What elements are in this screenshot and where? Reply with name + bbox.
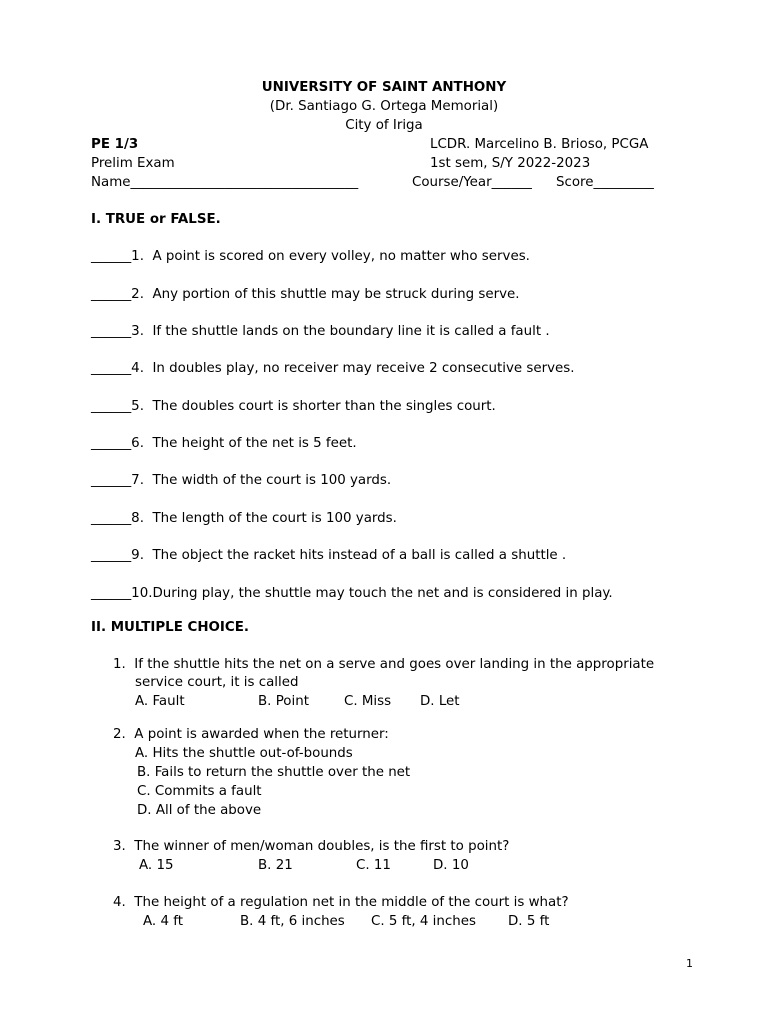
mc-q1-option-a: A. Fault	[135, 694, 185, 709]
mc-q3-option-c: C. 11	[356, 858, 391, 873]
course-year-field: Course/Year______	[412, 175, 532, 190]
name-field: Name__________________________________	[91, 175, 359, 190]
exam-type: Prelim Exam	[91, 156, 175, 171]
mc-q2-option-a: A. Hits the shuttle out-of-bounds	[135, 746, 353, 761]
mc-q4-option-d: D. 5 ft	[508, 914, 550, 929]
mc-q1-option-c: C. Miss	[344, 694, 392, 709]
semester: 1st sem, S/Y 2022-2023	[430, 156, 591, 171]
city-name: City of Iriga	[345, 118, 423, 133]
memorial-name: (Dr. Santiago G. Ortega Memorial)	[269, 99, 499, 114]
mc-q1-option-d: D. Let	[420, 694, 460, 709]
mc-q2-option-c: C. Commits a fault	[137, 784, 262, 799]
mc-q4-text: 4. The height of a regulation net in the middle of the court is what?	[113, 895, 569, 910]
instructor-name: LCDR. Marcelino B. Brioso, PCGA	[430, 137, 649, 152]
mc-q4-option-a: A. 4 ft	[143, 914, 183, 929]
mc-q1-option-b: B. Point	[258, 694, 309, 709]
tf-item-9: ______9. The object the racket hits instead of a ball is called a shuttle .	[91, 548, 567, 563]
tf-item-2: ______2. Any portion of this shuttle may be struck during serve.	[91, 287, 520, 302]
mc-q3-option-d: D. 10	[433, 858, 469, 873]
mc-q2-text: 2. A point is awarded when the returner:	[113, 727, 389, 742]
tf-item-3: ______3. If the shuttle lands on the boundary line it is called a fault .	[91, 324, 550, 339]
mc-q4-option-b: B. 4 ft, 6 inches	[240, 914, 345, 929]
mc-q1-text: 1. If the shuttle hits the net on a serve and goes over landing in the appropriate	[113, 657, 655, 672]
section-true-false-title: I. TRUE or FALSE.	[91, 212, 221, 227]
section-multiple-choice-title: II. MULTIPLE CHOICE.	[91, 620, 249, 635]
score-field: Score_________	[556, 175, 654, 190]
tf-item-10: ______10.During play, the shuttle may touch the net and is considered in play.	[91, 586, 613, 601]
mc-q3-option-b: B. 21	[258, 858, 293, 873]
mc-q1-text-cont: service court, it is called	[135, 675, 299, 690]
course-code: PE 1/3	[91, 137, 139, 152]
tf-item-7: ______7. The width of the court is 100 yards.	[91, 473, 392, 488]
tf-item-4: ______4. In doubles play, no receiver may receive 2 consecutive serves.	[91, 361, 575, 376]
tf-item-6: ______6. The height of the net is 5 feet.	[91, 436, 357, 451]
mc-q4-option-c: C. 5 ft, 4 inches	[371, 914, 476, 929]
university-name: UNIVERSITY OF SAINT ANTHONY	[261, 80, 507, 95]
tf-item-5: ______5. The doubles court is shorter than the singles court.	[91, 399, 496, 414]
mc-q3-option-a: A. 15	[139, 858, 174, 873]
tf-item-1: ______1. A point is scored on every volley, no matter who serves.	[91, 249, 530, 264]
page-number: 1	[686, 957, 693, 970]
mc-q2-option-b: B. Fails to return the shuttle over the net	[137, 765, 411, 780]
mc-q3-text: 3. The winner of men/woman doubles, is the first to point?	[113, 839, 510, 854]
mc-q2-option-d: D. All of the above	[137, 803, 262, 818]
tf-item-8: ______8. The length of the court is 100 yards.	[91, 511, 397, 526]
